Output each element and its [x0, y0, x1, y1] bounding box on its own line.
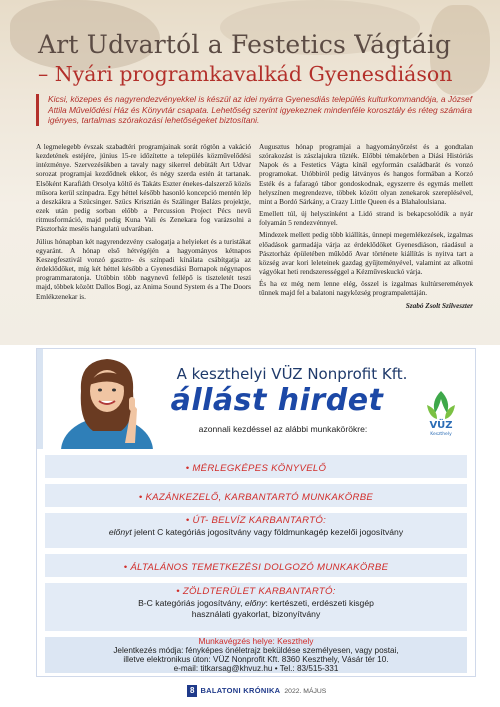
job-advertisement — [36, 348, 476, 677]
application-address: illetve elektronikus úton: VÜZ Nonprofit Kft. 8360 Keszthely, Vásár tér 10. — [123, 655, 389, 664]
job-title: • KAZÁNKEZELŐ, KARBANTARTÓ MUNKAKÖRBE — [138, 492, 374, 503]
job-title: • MÉRLEGKÉPES KÖNYVELŐ — [185, 463, 327, 474]
job-description-text: jelent C kategóriás jogosítvány vagy földmunkagép kezelői jogosítvány — [131, 527, 404, 537]
ad-accent-bar — [37, 349, 43, 449]
job-description-text: : kertészeti, erdészeti kisgép — [265, 598, 374, 608]
article-column-left — [36, 143, 251, 305]
application-contact: e-mail: titkarsag@khvuz.hu • Tel.: 83/515-331 — [173, 664, 339, 673]
page-footer — [187, 685, 326, 697]
article-paragraph: Augusztus hónap programjai a hagyományőrzést és a gondtalan szórakozást is zászlajukra tűzték. Előbbi témakörben a Diási Históriás Napok és a Festetics Vágta kínál egyformán családbarát és vonzó programokat. Utóbbiról pedig látványos és hangos formában a Korzó Esték és a fafaragó tábor gondoskodnak, egyszerre és egymás mellett helyszínen megrendezve, többek között olyan zenekarok szereplésével, mint a Bordó Sárkány, a Crazy Little Queen és a Blahaloulsiana. — [259, 143, 473, 206]
article-paragraph: Mindezek mellett pedig több kiállítás, ünnepi megemlékezések, izgalmas előadások garmadája várja az érdeklődőket Gyenesdiáson, ráadásul a Pásztorház épületében működő Avar története kiállítás is nyitva tart a község avar kori leleteinek gazdag gyűjteményével, valamint az alkotni vágyókat heti rendszerességgel a Kézműveskuckó várja. — [259, 231, 473, 277]
ad-main-title: állást hirdet — [170, 383, 384, 418]
ad-subheading: azonnali kezdéssel az alábbi munkakörökre: — [198, 424, 368, 434]
application-method: Jelentkezés módja: fényképes önéletrajz beküldése személyesen, vagy postai, — [113, 646, 399, 655]
job-item — [45, 455, 467, 478]
article-author: Szabó Zsolt Szilveszter — [405, 301, 473, 310]
job-description-emphasis: előnyt — [108, 527, 132, 537]
article-title: Art Udvartól a Festetics Vágtáig — [38, 30, 452, 59]
article-paragraph: És ha ez még nem lenne elég, összel is izgalmas kultúrseremények tűnnek majd fel a balatoni nagyközség programpalettáján. — [259, 280, 473, 298]
article-subtitle: – Nyári programkavalkád Gyenesdiáson — [38, 62, 453, 86]
page-number: 8 — [187, 685, 197, 697]
article-lead: Kicsi, közepes és nagyrendezvényekkel is készül az idei nyárra Gyenesdiás település kulturkommandója, a József Attila Művelődési Ház és Könyvtár csapata. Lehetőség szerint igyekeznek mindenféle korosztály és réteg számára igényes, tartalmas szórakozási lehetőségeket biztosítani. — [36, 94, 478, 126]
job-description: használati gyakorlat, bizonyítvány — [191, 609, 321, 619]
logo-subtext: Keszthely — [430, 432, 452, 437]
vuz-logo-icon — [417, 387, 465, 437]
job-item — [45, 554, 467, 577]
article-paragraph: Július hónapban két nagyrendezvény csalogatja a helyieket és a turistákat egyaránt. A hónap első hétvégéjén a hagyományos kétnapos Keszegfesztivál vonzó gasztro- és színpadi kínálata csábítgatja az érdeklődőket, míg két héttel később a Gyenesdiási Bornapok négynapos programmaratonja. Utóbbin több nagynevű fellépő is tiszteletét teszi majd, többek között Dallos Bogi, az Anima Sound System és a The Doors Emlékzenekar is. — [36, 237, 251, 301]
article-column-right — [259, 143, 473, 311]
ad-heading: A keszthelyi VÜZ Nonprofit Kft. — [176, 365, 408, 383]
logo-text: VÜZ — [429, 420, 453, 431]
job-title: • ÁLTALÁNOS TEMETKEZÉSI DOLGOZÓ MUNKAKÖRBE — [123, 562, 389, 573]
magazine-name: BALATONI KRÓNIKA — [200, 686, 281, 695]
job-item — [45, 583, 467, 631]
application-info — [45, 637, 467, 673]
article-paragraph: Emellett túl, új helyszínként a Lidó strand is bekapcsolódik a nyár folyamán 5 rendezvénnyel. — [259, 210, 473, 228]
job-description — [45, 598, 467, 609]
job-description-emphasis: előny — [244, 598, 266, 608]
work-location: Munkavégzés helye: Keszthely — [198, 636, 314, 646]
job-item — [45, 513, 467, 548]
article-paragraph: A legmelegebb évszak szabadtéri programjainak sorát rögtön a vakáció kezdetének estéjére, június 15-re időzítette a település közművelődési intézménye. Szervezésükben a tavaly nagy sikerrel debütált Art Udvar sorozat programjai kezdődnek ekkor, és négy szerda estén át tartanak. Elsőként Karafiáth Orsolya költő és Takáts Eszter énekes-dalszerző közös műsora kerül színpadra. Egy héttel később hasonló koncepció mentén lép a deszkákra a Szücsinger. Szücs Krisztián és Szálinger Balázs projektje, ezek után pedig sorban előbb a Percussion Project Pécs nevű ritmusformáció, majd pedig Kuna Vali és Zenekara fog varázsolni a Pásztorház meséis hangulatú udvarában. — [36, 143, 251, 234]
job-item — [45, 484, 467, 507]
job-title: • ÚT- BELVÍZ KARBANTARTÓ: — [185, 515, 327, 526]
issue-date: 2022. MÁJUS — [284, 688, 327, 695]
job-title: • ZÖLDTERÜLET KARBANTARTÓ: — [176, 586, 336, 597]
job-description — [45, 527, 467, 538]
job-description-text: B-C kategóriás jogosítvány, — [138, 598, 245, 608]
